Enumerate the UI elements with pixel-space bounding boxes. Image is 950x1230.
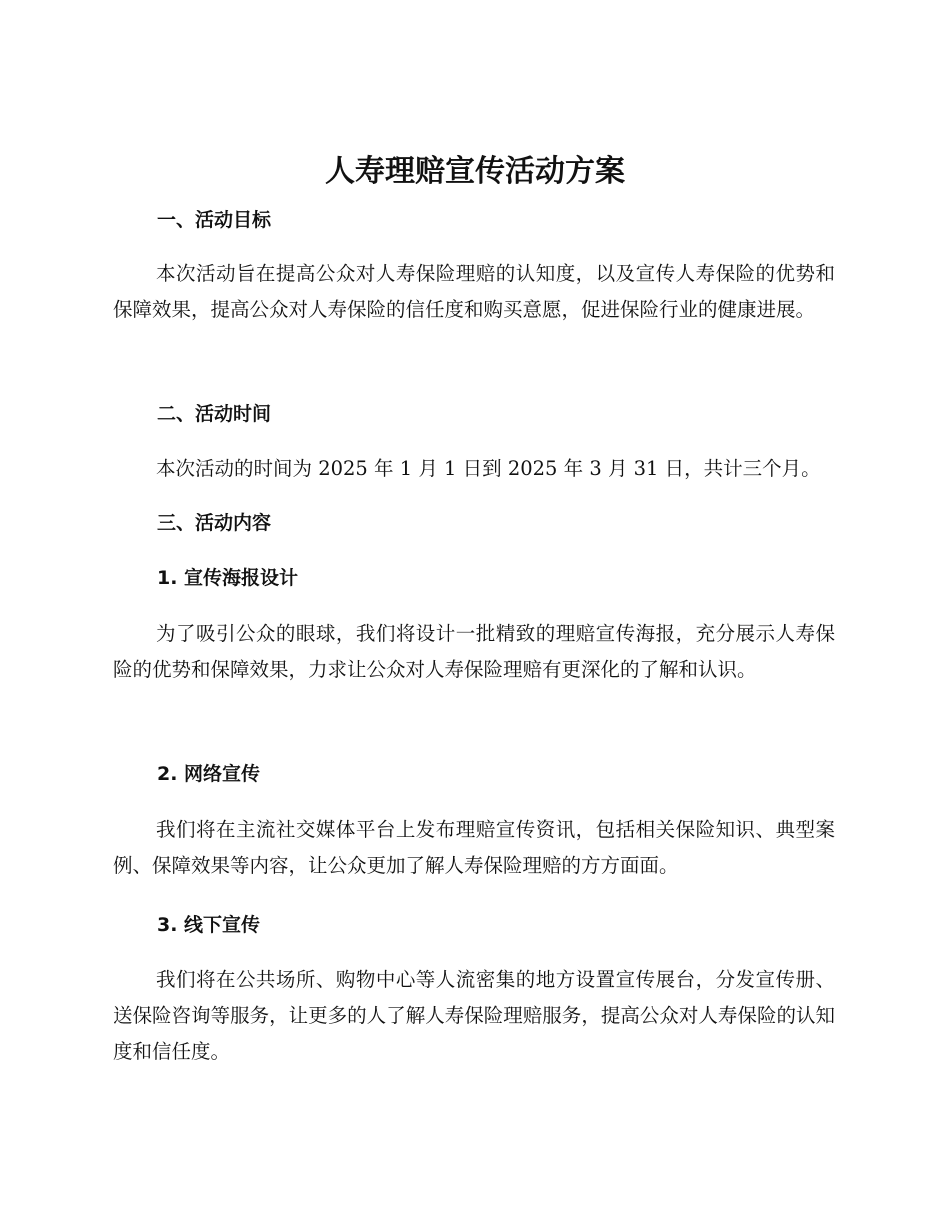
subsection-paragraph-online: 我们将在主流社交媒体平台上发布理赔宣传资讯，包括相关保险知识、典型案例、保障效果等内容，让公众更加了解人寿保险理赔的方方面面。: [113, 818, 835, 877]
section-heading-goal: 一、活动目标: [157, 209, 272, 231]
section-paragraph-goal: 本次活动旨在提高公众对人寿保险理赔的认知度，以及宣传人寿保险的优势和保障效果，提高公众对人寿保险的信任度和购买意愿，促进保险行业的健康进展。: [113, 262, 835, 321]
section-heading-time: 二、活动时间: [157, 403, 272, 425]
subsection-heading-offline: 3. 线下宣传: [157, 914, 261, 936]
subsection-paragraph-offline: 我们将在公共场所、购物中心等人流密集的地方设置宣传展台，分发宣传册、送保险咨询等服务，让更多的人了解人寿保险理赔服务，提高公众对人寿保险的认知度和信任度。: [113, 968, 835, 1063]
subsection-heading-poster: 1. 宣传海报设计: [157, 567, 299, 589]
subsection-heading-online: 2. 网络宣传: [157, 763, 261, 785]
section-paragraph-time: 本次活动的时间为 2025 年 1 月 1 日到 2025 年 3 月 31 日，共计三个月。: [156, 457, 821, 480]
section-heading-content: 三、活动内容: [157, 512, 272, 534]
subsection-paragraph-poster: 为了吸引公众的眼球，我们将设计一批精致的理赔宣传海报，充分展示人寿保险的优势和保障效果，力求让公众对人寿保险理赔有更深化的了解和认识。: [113, 622, 835, 681]
document-title: 人寿理赔宣传活动方案: [325, 154, 625, 189]
